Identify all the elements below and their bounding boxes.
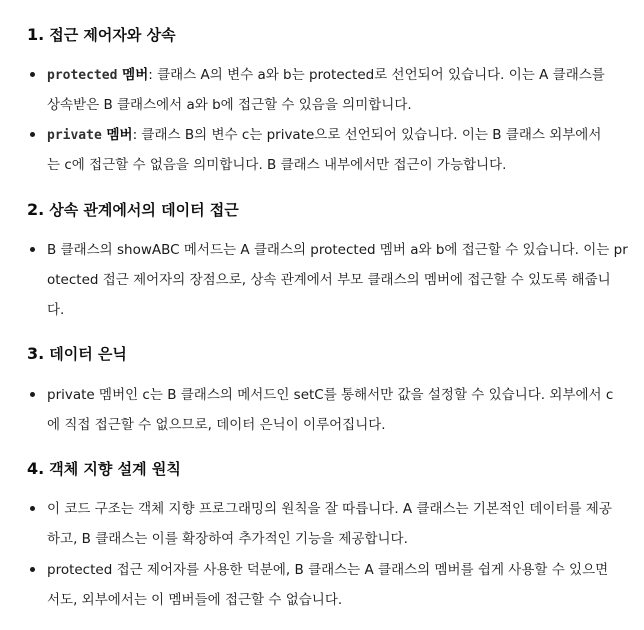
item-line: otected 접근 제어자의 장점으로, 상속 관계에서 부모 클래스의 멤버에 접근할 수 있도록 해줍니: [47, 272, 611, 288]
item-line: 이 코드 구조는 객체 지향 프로그래밍의 원칙을 잘 따릅니다. A 클래스는 기본적인 데이터를 제공: [47, 501, 612, 517]
item-line: private 멤버인 c는 B 클래스의 메서드인 setC를 통해서만 값을 설정할 수 있습니다. 외부에서 c: [47, 387, 614, 403]
item-line: [47, 120, 644, 150]
list-item-private: [47, 120, 644, 180]
list-item: [47, 494, 644, 554]
list-item: [47, 380, 644, 440]
term-word: 멤버: [122, 67, 149, 83]
section-number: 4.: [27, 459, 45, 478]
section-2-heading: [27, 200, 239, 220]
item-line: 에 직접 접근할 수 없으므로, 데이터 은닉이 이루어집니다.: [47, 417, 386, 433]
term-code: private: [47, 128, 102, 143]
item-text: : 클래스 B의 변수 c는 private으로 선언되어 있습니다. 이는 B 클래스 외부에서: [132, 127, 602, 143]
term-label: [47, 127, 133, 143]
bullet-icon: [30, 392, 35, 397]
list-item: [47, 555, 644, 615]
item-line: B 클래스의 showABC 메서드는 A 클래스의 protected 멤버 a와 b에 접근할 수 있습니다. 이는 pr: [47, 242, 628, 258]
section-number: 3.: [27, 344, 45, 363]
item-line: protected 접근 제어자를 사용한 덕분에, B 클래스는 A 클래스의 멤버를 쉽게 사용할 수 있으면: [47, 562, 609, 578]
section-title: 접근 제어자와 상속: [49, 26, 176, 44]
list-item-protected: [47, 60, 644, 120]
bullet-icon: [30, 132, 35, 137]
item-line: 다.: [47, 302, 65, 318]
section-number: 1.: [27, 25, 45, 44]
section-4-heading: [27, 459, 181, 479]
bullet-icon: [30, 247, 35, 252]
bullet-icon: [30, 506, 35, 511]
term-label: [47, 67, 148, 83]
section-3-heading: [27, 344, 127, 364]
section-number: 2.: [27, 200, 45, 219]
section-title: 객체 지향 설계 원칙: [49, 460, 181, 478]
bullet-icon: [30, 72, 35, 77]
term-code: protected: [47, 68, 118, 83]
section-title: 데이터 은닉: [49, 345, 127, 363]
item-line: 하고, B 클래스는 이를 확장하여 추가적인 기능을 제공합니다.: [47, 531, 408, 547]
item-line: 서도, 외부에서는 이 멤버들에 접근할 수 없습니다.: [47, 592, 343, 608]
list-item: [47, 235, 644, 325]
section-title: 상속 관계에서의 데이터 접근: [49, 201, 239, 219]
item-text: : 클래스 A의 변수 a와 b는 protected로 선언되어 있습니다. 이는 A 클래스를: [148, 67, 605, 83]
item-line: 는 c에 접근할 수 없음을 의미합니다. B 클래스 내부에서만 접근이 가능합니다.: [47, 157, 507, 173]
bullet-icon: [30, 567, 35, 572]
item-line: [47, 60, 644, 90]
term-word: 멤버: [106, 127, 133, 143]
item-line: 상속받은 B 클래스에서 a와 b에 접근할 수 있음을 의미합니다.: [47, 97, 412, 113]
section-1-heading: [27, 25, 176, 45]
